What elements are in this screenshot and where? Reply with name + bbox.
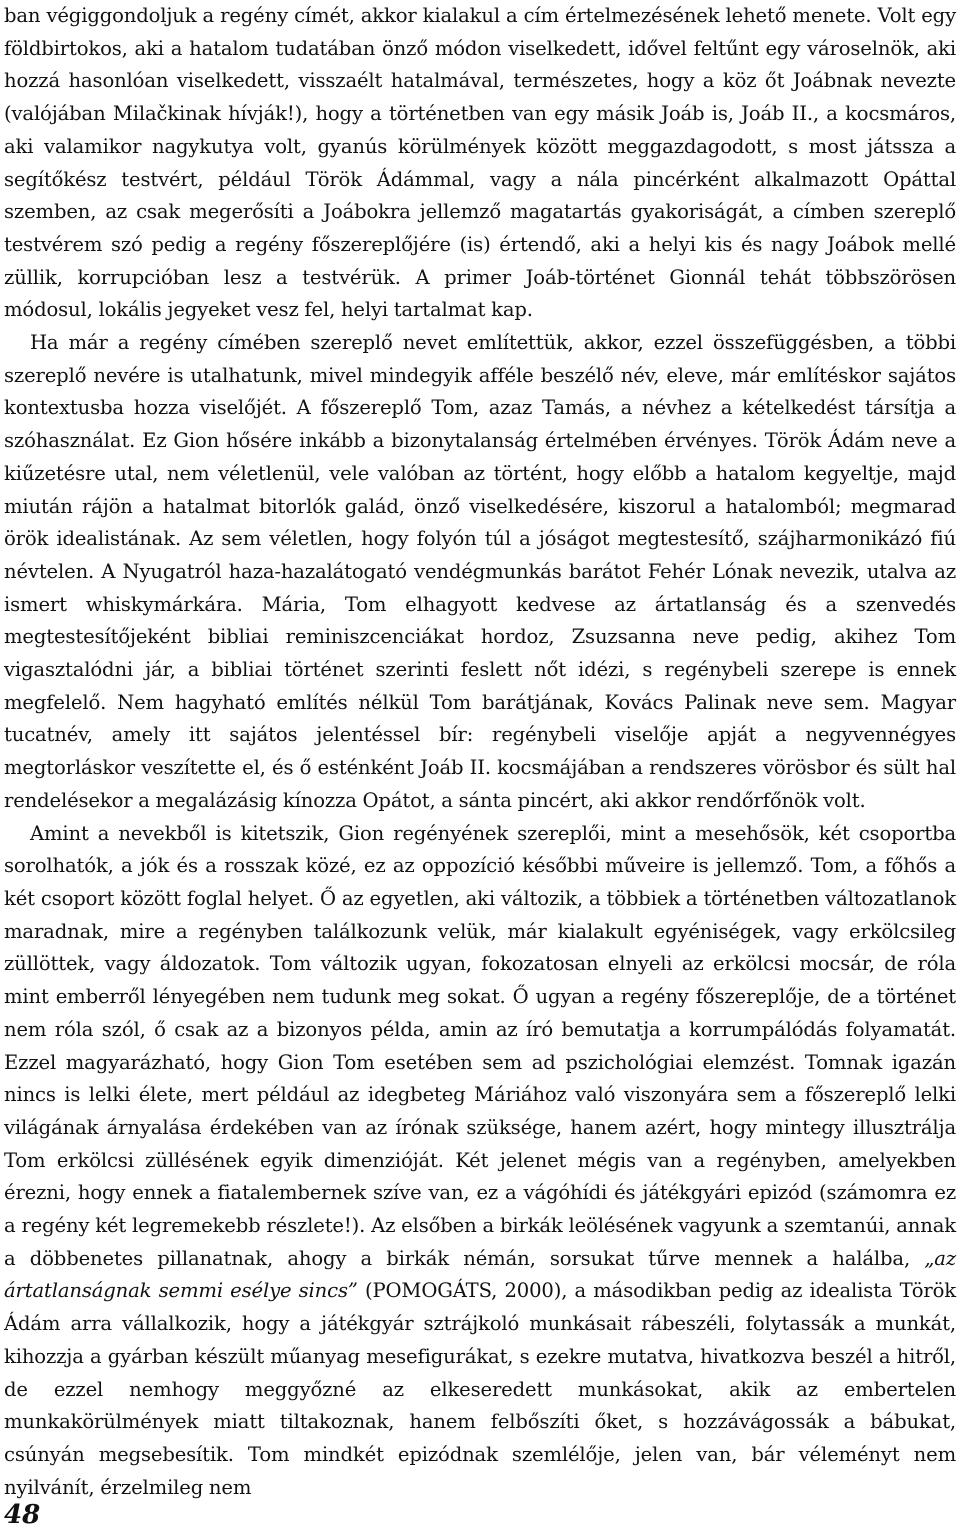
paragraph-3 bbox=[4, 818, 956, 1505]
paragraph-2 bbox=[4, 327, 956, 818]
paragraph-3-quote: „az ártatlanságnak semmi esélye sincs” bbox=[4, 1246, 956, 1303]
page-content bbox=[4, 0, 956, 1504]
paragraph-3-text-a: Amint a nevekből is kitetszik, Gion regényének szereplői, mint a mesehősök, két csoportba sorolhatók, a jók és a rosszak közé, ez az oppozíció későbbi műveire is jellemző. Tom, a főhős a két csoport között foglal helyet. Ő az egyetlen, aki változik, a többiek a történetben változatlanok maradnak, mire a regényben találkozunk velük, már kialakult egyéniségek, vagy erkölcsileg züllöttek, vagy áldozatok. Tom változik ugyan, fokozatosan elnyeli az erkölcsi mocsár, de róla mint emberről lényegében nem tudunk meg sokat. Ő ugyan a regény főszereplője, de a történet nem róla szól, ő csak az a bizonyos példa, amin az író bemutatja a korrumpálódás folyamatát. Ezzel magyarázható, hogy Gion Tom esetében sem ad pszichológiai elemzést. Tomnak igazán nincs is lelki élete, mert például az idegbeteg Máriához való viszonyára sem a főszereplő lelki világának árnyalása érdekében van az írónak szüksége, hanem azért, hogy mintegy illusztrálja Tom erkölcsi züllésének egyik dimenzióját. Két jelenet mégis van a regényben, amelyekben érezni, hogy ennek a fiatalembernek szíve van, ez a vágóhídi és játékgyári epizód (számomra ez a regény két legremekebb részlete!). Az elsőben a birkák leölésének vagyunk a szemtanúi, annak a döbbenetes pillanatnak, ahogy a birkák némán, sorsukat tűrve mennek a halálba, bbox=[4, 821, 956, 1270]
paragraph-3-text-b: (POMOGÁTS, 2000), a másodikban pedig az idealista Török Ádám arra vállalkozik, hogy a játékgyár sztrájkoló munkásait rábeszéli, folytassák a munkát, kihozzja a gyárban készült műanyag mesefigurákat, s ezekre mutatva, hivatkozva beszél a hitről, de ezzel nemhogy meggyőzné az elkeseredett munkásokat, akik az embertelen munkakörülmények miatt tiltakoznak, hanem felbőszíti őket, s hozzávágossák a bábukat, csúnyán megsebesítik. Tom mindkét epizódnak szemlélője, jelen van, bár véleményt nem nyilvánít, érzelmileg nem bbox=[4, 1279, 956, 1499]
paragraph-1 bbox=[4, 0, 956, 327]
paragraph-1-text: ban végiggondoljuk a regény címét, akkor kialakul a cím értelmezésének lehető menete. Volt egy földbirtokos, aki a hatalom tudatában önző módon viselkedett, idővel feltűnt egy városelnök, aki hozzá hasonlóan viselkedett, visszaélt hatalmával, természetes, hogy a köz őt Joábnak nevezte (valójában Milačkinak hívják!), hogy a történetben van egy másik Joáb is, Joáb II., a kocsmáros, aki valamikor nagykutya volt, gyanús körülmények között meggazdagodott, s most játssza a segítőkész testvért, például Török Ádámmal, vagy a nála pincérként alkalmazott Opáttal szemben, az csak megerősíti a Joábokra jellemző magatartás gyakoriságát, a címben szereplő testvérem szó pedig a regény főszereplőjére (is) értendő, aki a helyi kis és nagy Joábok mellé züllik, korrupcióban lesz a testvérük. A primer Joáb-történet Gionnál tehát többszörösen módosul, lokális jegyeket vesz fel, helyi tartalmat kap. bbox=[4, 4, 956, 322]
paragraph-2-text: Ha már a regény címében szereplő nevet említettük, akkor, ezzel összefüggésben, a többi szereplő nevére is utalhatunk, mivel mindegyik afféle beszélő név, eleve, már említéskor sajátos kontextusba hozza viselőjét. A főszereplő Tom, azaz Tamás, a névhez a kételkedést társítja a szóhasználat. Ez Gion hősére inkább a bizonytalanság értelmében érvényes. Török Ádám neve a kiűzetésre utal, nem véletlenül, vele valóban az történt, hogy előbb a hatalom kegyeltje, majd miután rájön a hatalmat bitorlók galád, önző viselkedésére, kiszorul a hatalomból; megmarad örök idealistának. Az sem véletlen, hogy folyón túl a jóságot megtestesítő, szájharmonikázó fiú névtelen. A Nyugatról haza-hazalátogató vendégmunkás barátot Fehér Lónak nevezik, utalva az ismert whiskymárkára. Mária, Tom elhagyott kedvese az ártatlanság és a szenvedés megtestesítőjeként bibliai reminiszcenciákat hordoz, Zsuzsanna neve pedig, akihez Tom vigasztalódni jár, a bibliai történet szerinti feslett nőt idézi, s regénybeli szerepe is ennek megfelelő. Nem hagyható említés nélkül Tom barátjának, Kovács Palinak neve sem. Magyar tucatnév, amely itt sajátos jelentéssel bír: regénybeli viselője apját a negyvennégyes megtorláskor veszítette el, és ő esténként Joáb II. kocsmájában a rendszeres vörösbor és sült hal rendelésekor a megalázásig kínozza Opátot, a sánta pincért, aki akkor rendőrfőnök volt. bbox=[4, 331, 956, 812]
page-number: 48 bbox=[4, 1500, 41, 1530]
